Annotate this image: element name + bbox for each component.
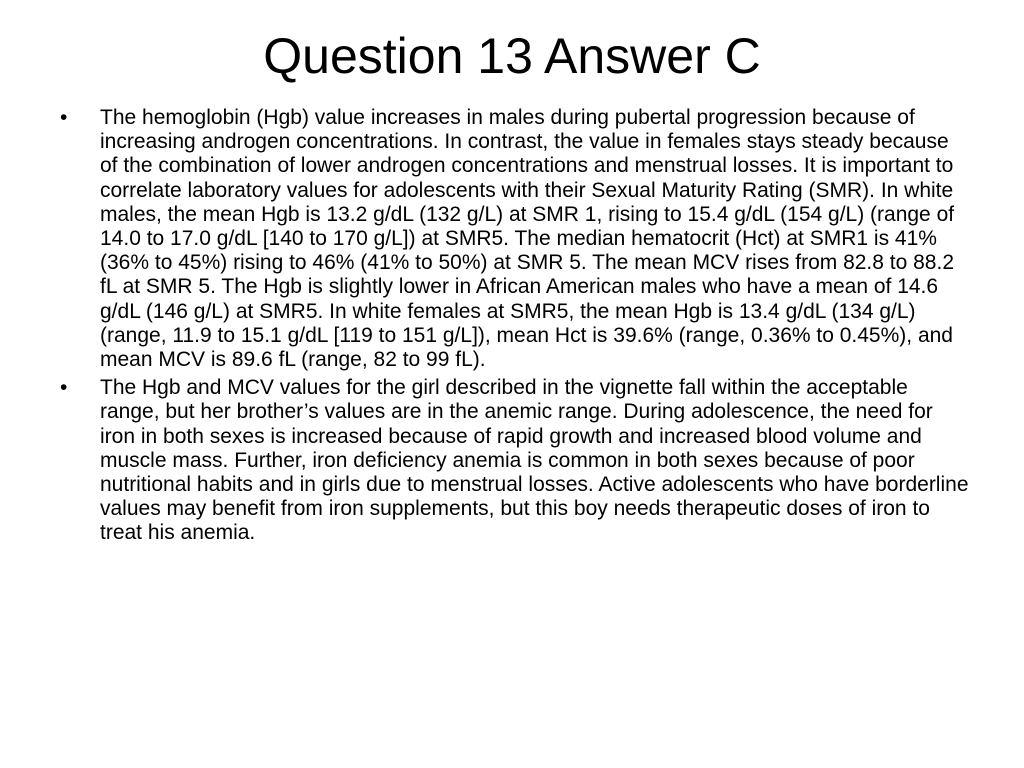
bullet-text: The hemoglobin (Hgb) value increases in males during pubertal progression because of increasing androgen concentrations. In contrast, the value in females stays steady because of the combination of lower androgen concentrations and menstrual losses. It is important to correlate laboratory values for adolescents with their Sexual Maturity Rating (SMR). In white males, the mean Hgb is 13.2 g/dL (132 g/L) at SMR 1, rising to 15.4 g/dL (154 g/L) (range of 14.0 to 17.0 g/dL [140 to 170 g/L]) at SMR5. The median hematocrit (Hct) at SMR1 is 41% (36% to 45%) rising to 46% (41% to 50%) at SMR 5. The mean MCV rises from 82.8 to 88.2 fL at SMR 5. The Hgb is slightly lower in African American males who have a mean of 14.6 g/dL (146 g/L) at SMR5. In white females at SMR5, the mean Hgb is 13.4 g/dL (134 g/L) (range, 11.9 to 15.1 g/dL [119 to 151 g/L]), mean Hct is 39.6% (range, 0.36% to 0.45%), and mean MCV is 89.6 fL (range, 82 to 99 fL). [100,106,955,372]
bullet-item [60,106,970,372]
bullet-marker: • [60,376,68,400]
bullet-text: The Hgb and MCV values for the girl described in the vignette fall within the acceptable range, but her brother’s values are in the anemic range. During adolescence, the need for iron in both sexes is increased because of rapid growth and increased blood volume and muscle mass. Further, iron deficiency anemia is common in both sexes because of poor nutritional habits and in girls due to menstrual losses. Active adolescents who have borderline values may benefit from iron supplements, but this boy needs therapeutic doses of iron to treat his anemia. [100,376,969,545]
slide-title: Question 13 Answer C [263,28,761,84]
bullet-list [60,106,970,550]
bullet-marker: • [60,106,68,129]
bullet-item [60,376,970,545]
